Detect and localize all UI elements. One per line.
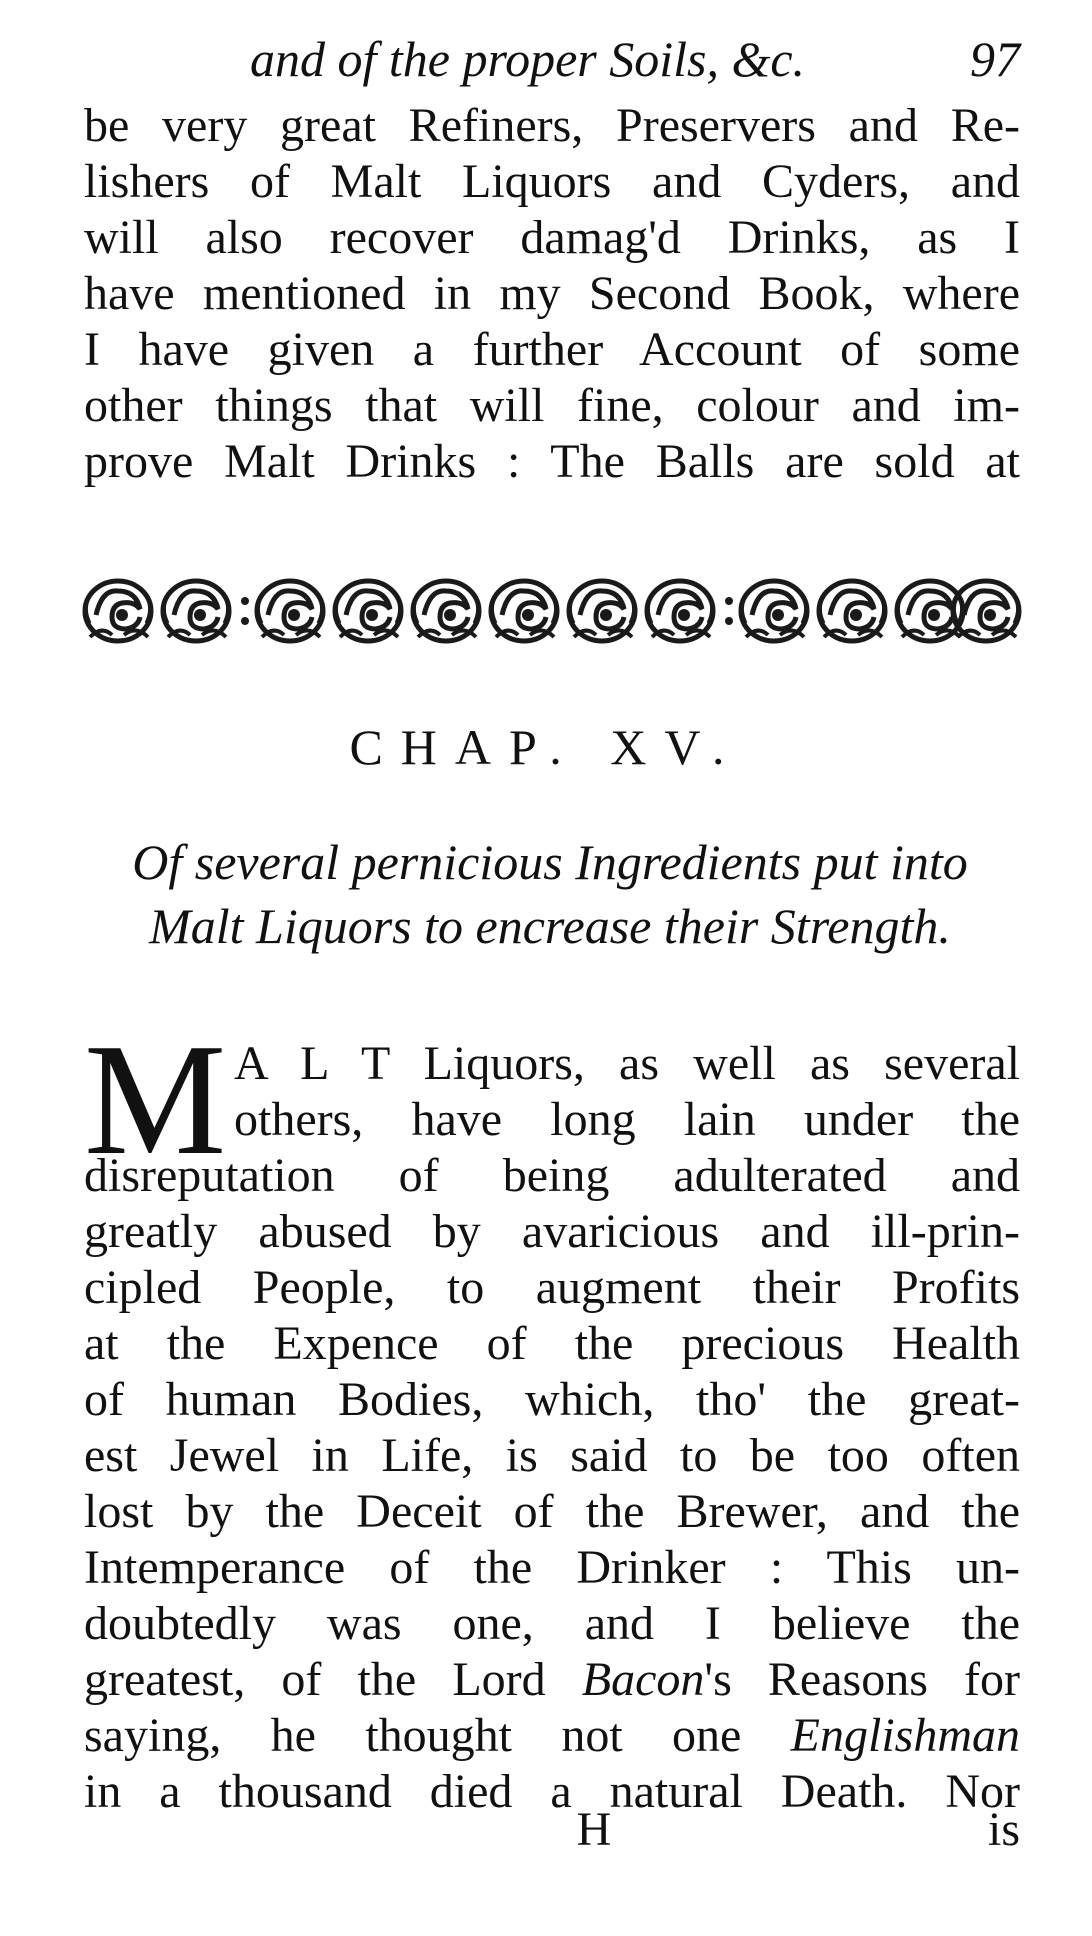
- text-line: other things that will fine, colour and im-: [84, 379, 1020, 432]
- text-line: will also recover damag'd Drinks, as I: [84, 211, 1020, 264]
- chapter-title: [80, 830, 1020, 958]
- page-number: 97: [970, 31, 1020, 87]
- text-fragment: 's Reasons for: [704, 1653, 1020, 1706]
- text-line: in a thousand died a natural Death. Nor: [84, 1765, 1020, 1818]
- running-head-title: and of the proper Soils, &c.: [250, 31, 806, 87]
- top-paragraph: [84, 98, 1020, 490]
- text-fragment: saying, he thought not one: [84, 1709, 791, 1762]
- running-head: [250, 24, 1020, 94]
- chapter-heading: CHAP. XV.: [349, 719, 743, 775]
- text-line: lost by the Deceit of the Brewer, and the: [84, 1485, 1020, 1538]
- drop-cap: M: [84, 1010, 227, 1188]
- text-line: disreputation of being adulterated and: [84, 1149, 1020, 1202]
- catchword: is: [987, 1803, 1020, 1856]
- text-line: A L T Liquors, as well as several: [234, 1037, 1020, 1090]
- italic-name: Bacon: [581, 1653, 705, 1706]
- italic-name: Englishman: [790, 1709, 1020, 1762]
- text-line: I have given a further Account of some: [84, 323, 1020, 376]
- text-line: [84, 1708, 1020, 1764]
- text-fragment: greatest, of the Lord: [84, 1653, 582, 1706]
- text-line: of human Bodies, which, tho' the great-: [84, 1373, 1020, 1426]
- text-line: others, have long lain under the: [234, 1093, 1020, 1146]
- chapter-title-line: Malt Liquors to encrease their Strength.: [149, 898, 951, 954]
- text-line: have mentioned in my Second Book, where: [84, 267, 1020, 320]
- text-line: cipled People, to augment their Profits: [84, 1261, 1020, 1314]
- text-line: lishers of Malt Liquors and Cyders, and: [84, 155, 1020, 208]
- text-line: prove Malt Drinks : The Balls are sold at: [84, 435, 1020, 488]
- text-line: est Jewel in Life, is said to be too often: [84, 1429, 1020, 1482]
- text-line: Intemperance of the Drinker : This un-: [84, 1541, 1020, 1594]
- signature-mark: H: [576, 1803, 612, 1856]
- text-line: doubtedly was one, and I believe the: [84, 1597, 1020, 1650]
- page-footer: [84, 1800, 1020, 1860]
- text-line: be very great Refiners, Preservers and Re-: [84, 99, 1020, 152]
- text-line: at the Expence of the precious Health: [84, 1317, 1020, 1370]
- floral-ornament-icon: [82, 575, 1022, 647]
- chapter-title-line: Of several pernicious Ingredients put into: [132, 834, 968, 890]
- body-paragraph: [84, 1036, 1020, 1820]
- text-line: greatly abused by avaricious and ill-prin-: [84, 1205, 1020, 1258]
- text-line: [84, 1652, 1020, 1708]
